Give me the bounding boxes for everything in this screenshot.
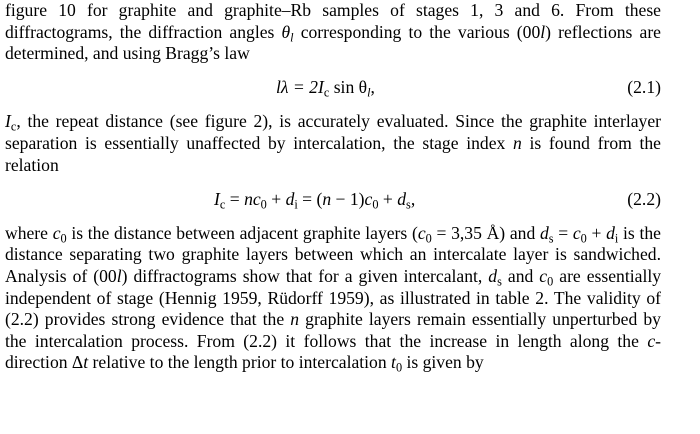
math-l: l: [540, 21, 546, 42]
math-Ic: I: [5, 111, 11, 132]
math-n: n: [513, 132, 522, 153]
text-run: is found from the relation: [5, 132, 661, 175]
paragraph-validity: where $c_0$ is the distance between adjacent graphite layers ($c_0 = 3,35$ Å) and $d_s = c_0 + d_i$ is the distance separating two graphite layers between which an intercalate layer is sandwiched. Analysis of (00l) diffractograms show that for a given intercalant, $d_s$ and $c_0$ are essentially independent of stage (Hennig 1959, Rüdorff 1959), as illustrated in table 2. The validity of (2.2) provides strong evidence that the n graphite layers remain essentially unperturbed by the intercalation process. From (2.2) it follows that the increase in length along the c-direction Δt relative to the length prior to intercalation $t_0$ is given by: [5, 222, 662, 375]
paragraph-stage-index: $I_c$, the repeat distance (see figure 2), is accurately evaluated. Since the graphite interlayer separation is essentially unaffected by intercalation, the stage index n is found from the relation: [5, 111, 661, 175]
text-run: , the repeat distance (see figure 2), is accurately evaluated. Since the graphite interlayer separation is essentially unaffected by intercalation, the stage index: [5, 111, 661, 153]
math-theta: $\theta_l$: [281, 21, 294, 45]
paper-page: [5, 0, 661, 374]
paragraph-bragg-intro: [5, 0, 661, 65]
equation-2-2: [5, 189, 661, 211]
text-run: figure 10 for graphite and graphite–Rb samples of stages 1, 3 and 6. From these diffractograms, the diffraction angles: [5, 0, 661, 42]
equation-number-2-2: (2.2): [627, 189, 661, 210]
equation-2-1: [5, 77, 661, 99]
text-run: ) reflections are determined, and using Bragg’s law: [5, 21, 661, 64]
equation-2-2-body: $I_c = nc_0 + d_i = (n - 1)c_0 + d_s$,: [214, 189, 416, 212]
equation-2-1-body: $l\lambda = 2I_c$ $\sin \theta_l$,: [276, 76, 375, 100]
text-run: corresponding to the various (00: [293, 21, 541, 42]
equation-number-2-1: (2.1): [627, 76, 661, 97]
